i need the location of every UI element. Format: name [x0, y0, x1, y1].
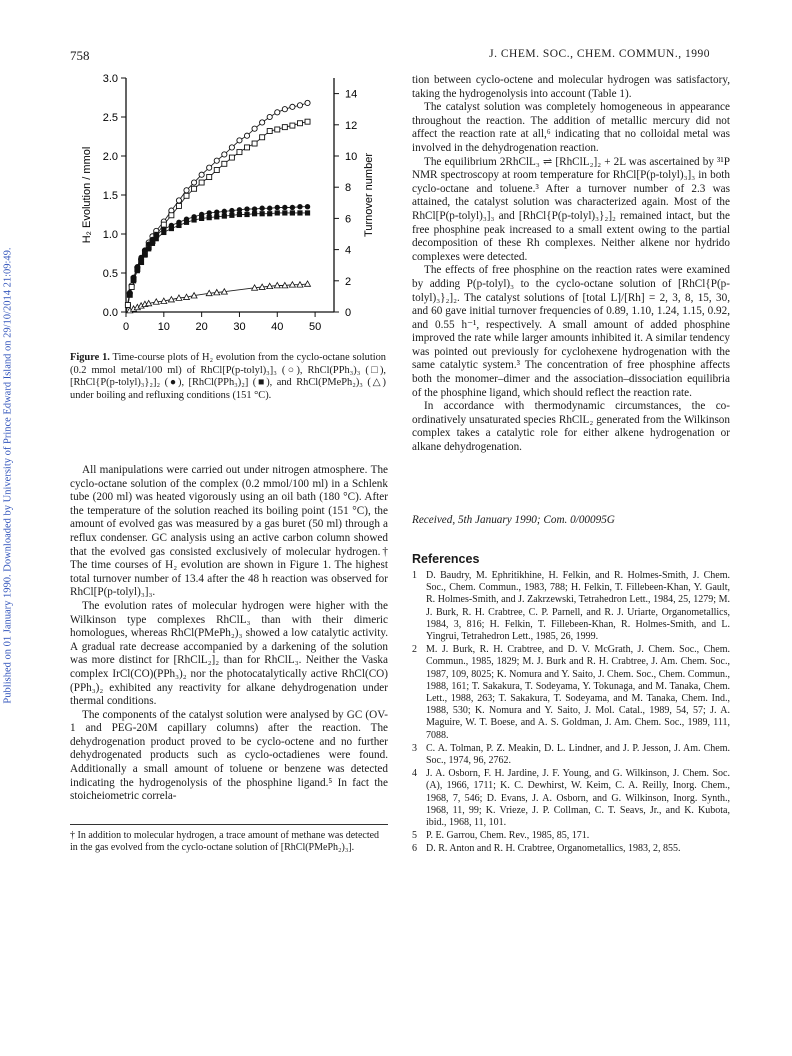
x-tick-label: 30 [233, 321, 246, 333]
data-point-open-square [199, 180, 204, 185]
data-point-filled-circle [305, 204, 310, 209]
right-paragraph-2: The catalyst solution was completely homogeneous in appearance throughout the reaction. The addition of metallic mercury did not affect the reaction rate at all,⁶ indicating that no colloidal metal was involved in the dehydrogenation reaction. [412, 101, 730, 154]
data-point-open-square [305, 119, 310, 124]
data-point-open-square [267, 129, 272, 134]
data-point-open-circle [176, 198, 181, 203]
data-point-filled-square [191, 217, 196, 222]
data-point-open-circle [282, 107, 287, 112]
received-line: Received, 5th January 1990; Com. 0/00095G [412, 514, 615, 526]
data-point-filled-square [169, 226, 174, 231]
references-heading: References [412, 552, 480, 566]
x-tick-label: 10 [157, 321, 170, 333]
data-point-open-square [229, 155, 234, 160]
data-point-filled-square [244, 212, 249, 217]
data-point-filled-circle [222, 209, 227, 214]
data-point-filled-square [222, 213, 227, 218]
left-paragraph-3: The components of the catalyst solution were analysed by GC (OV-1 and PEG-20M capillary columns) after the reaction. The dehydrogenation product proved to be cyclo-octene and no further dehydrogenated products such as cyclo-octadienes were found. Additionally a small amount of toluene or benzene was detected indicating the hydrogenolysis of the phosphine ligand.⁵ In fact the stoicheiometric correla- [70, 708, 388, 803]
y-right-tick-label: 10 [345, 151, 358, 163]
data-point-filled-square [237, 212, 242, 217]
references-list [412, 570, 730, 857]
data-point-filled-circle [244, 206, 249, 211]
right-paragraph-3: The equilibrium 2RhClL₃ ⇌ [RhClL₂]₂ + 2L was ascertained by ³¹P NMR spectroscopy at room temperature for RhCl[P(p-tolyl)₃]₃ in both cyclo-octane and toluene.³ After a turnover number of 2.3 was attained, the catalyst solution was characterized again. Most of the RhCl[P(p-tolyl)₃]₃ and [RhCl{P(p-tolyl)₃}₂]₂ remained intact, but the free phosphine peak increased to a small extent owing to the partial decomposition of these Rh complexes. Neither alkene nor hydrido complexes were detected. [412, 155, 730, 263]
data-point-filled-square [184, 220, 189, 225]
data-point-filled-square [207, 215, 212, 220]
data-point-open-square [290, 123, 295, 128]
data-point-open-circle [199, 172, 204, 177]
x-tick-label: 20 [195, 321, 208, 333]
data-point-open-circle [267, 114, 272, 119]
y-tick-label: 1.5 [102, 190, 118, 202]
right-column [412, 74, 730, 455]
data-point-open-square [282, 125, 287, 130]
publication-sidebar-note[interactable]: Published on 01 January 1990. Downloaded by University of Prince Edward Island on 29/10/2014 21:09:49. [2, 247, 14, 704]
data-point-filled-square [305, 210, 310, 215]
data-point-filled-circle [259, 206, 264, 211]
data-point-open-square [161, 222, 166, 227]
data-point-open-circle [229, 145, 234, 150]
data-point-filled-square [214, 214, 219, 219]
data-point-open-circle [222, 152, 227, 157]
data-point-open-square [237, 150, 242, 155]
figure-caption [70, 352, 386, 402]
data-point-filled-square [176, 223, 181, 228]
data-point-filled-circle [297, 204, 302, 209]
x-axis-label [221, 345, 239, 346]
data-point-filled-square [135, 268, 140, 273]
figure-1-chart [76, 66, 386, 346]
data-point-filled-square [290, 210, 295, 215]
data-point-filled-circle [290, 205, 295, 210]
data-point-open-circle [214, 158, 219, 163]
data-point-open-square [275, 127, 280, 132]
data-point-filled-square [146, 246, 151, 251]
data-point-open-circle [244, 133, 249, 138]
data-point-filled-square [282, 210, 287, 215]
data-point-filled-circle [214, 209, 219, 214]
data-point-open-circle [191, 180, 196, 185]
y-axis-label: H₂ Evolution / mmol [81, 146, 93, 244]
running-header: J. CHEM. SOC., CHEM. COMMUN., 1990 [489, 48, 710, 60]
data-point-filled-square [260, 211, 265, 216]
y-tick-label: 1.0 [102, 229, 118, 241]
data-point-filled-square [142, 252, 147, 257]
left-paragraph-1: All manipulations were carried out under nitrogen atmosphere. The cyclo-octane solution of the complex (0.2 mmol/100 ml) in a Schlenk tube (200 ml) was heated vigorously using an oil bath (180 °C). After the temperature of the solution reached its boiling point (151 °C), the amount of evolved gas was measured by a gas buret (50 ml) through a reflux condenser. GC analysis using an active carbon column showed that the evolved gas consisted exclusively of molecular hydrogen.† The time courses of H₂ evolution are shown in Figure 1. The highest total turnover number of 13.4 after the 48 h reaction was observed for RhCl[P(p-tolyl)₃]₃. [70, 464, 388, 599]
y-right-tick-label: 6 [345, 213, 352, 226]
figure-caption-text: Time-course plots of H₂ evolution from the cyclo-octane solution (0.2 mmol metal/100 ml) of RhCl[P(p-tolyl)₃]₃ (○), RhCl(PPh₃)₃ (□), [RhCl{P(p-tolyl)₃}₂]₂ (●), [RhCl(PPh₃)₂] (■), and RhCl(PMePh₂)₃ (△) under boiling and refluxing conditions (151 °C). [70, 352, 386, 401]
data-point-open-square [125, 302, 130, 307]
right-paragraph-4: The effects of free phosphine on the reaction rates were examined by adding P(p-tolyl)₃ to the cyclo-octane solution of [RhCl{P(p-tolyl)₃}₂]₂. The catalyst solutions of [total L]/[Rh] = 2, 3, 8, 15, 30, and 60 gave initial turnover frequencies of 0.89, 1.10, 1.24, 1.15, 0.92, and 0.55 h⁻¹, respectively. A small amount of added phosphine improved the rate while larger amounts inhibited it. A similar tendency was pointed out previously for cyclohexene hydrogenation with the same catalytic system.³ The concentration of free phosphine affects both the monomer–dimer and the association–dissociation equilibria of the phosphine ligand, which should reflect the reaction rate. [412, 264, 730, 399]
footnote-rule [70, 824, 388, 825]
data-point-open-square [176, 203, 181, 208]
data-point-filled-square [267, 211, 272, 216]
y-tick-label: 2.5 [102, 112, 118, 124]
data-point-open-circle [237, 138, 242, 143]
data-point-filled-square [150, 241, 155, 246]
data-point-filled-circle [252, 206, 257, 211]
data-point-open-circle [184, 188, 189, 193]
data-point-filled-circle [282, 205, 287, 210]
right-paragraph-1: tion between cyclo-octene and molecular hydrogen was satisfactory, taking the hydrogenolysis into account (Table 1). [412, 74, 730, 100]
data-point-open-square [297, 121, 302, 126]
data-point-open-triangle [305, 281, 311, 286]
x-tick-label: 40 [271, 321, 284, 333]
data-point-open-square [184, 193, 189, 198]
data-point-open-circle [252, 126, 257, 131]
data-point-open-square [245, 145, 250, 150]
right-paragraph-5: In accordance with thermodynamic circumstances, the co-ordinatively unsaturated species RhClL₂ generated from the Wilkinson complex takes a catalytic role for either alkene hydrogenation or alkane dehydrogenation. [412, 400, 730, 454]
data-point-filled-square [127, 292, 132, 297]
x-tick-label: 50 [308, 321, 322, 333]
data-point-filled-circle [267, 206, 272, 211]
reference-item: 4 J. A. Osborn, F. H. Jardine, J. F. Young, and G. Wilkinson, J. Chem. Soc. (A), 1966, 1711; K. C. Dewhirst, W. Keim, C. A. Reilly, Inorg. Chem., 1968, 7, 546; D. Evans, J. A. Osborn, and G. Wilkinson, Inorg. Synth., 1968, 11, 99; K. Vrieze, J. P. Collman, C. T. Seavs, Jr., and K. Kubota, ibid., 1968, 11, 101. [412, 768, 730, 829]
y-right-tick-label: 12 [345, 119, 358, 132]
data-point-filled-square [229, 213, 234, 218]
data-point-open-square [214, 168, 219, 173]
y-right-tick-label: 0 [345, 307, 352, 319]
data-point-filled-square [154, 236, 159, 241]
y-tick-label: 0.5 [102, 268, 118, 280]
data-point-filled-circle [237, 207, 242, 212]
reference-item: 3 C. A. Tolman, P. Z. Meakin, D. L. Lindner, and J. P. Jesson, J. Am. Chem. Soc., 1974, 96, 2762. [412, 742, 730, 767]
figure-caption-label: Figure 1. [70, 352, 110, 363]
reference-item: 5 P. E. Garrou, Chem. Rev., 1985, 85, 171. [412, 830, 590, 842]
data-point-open-circle [275, 110, 280, 115]
data-point-open-square [222, 161, 227, 166]
data-point-open-square [129, 285, 134, 290]
left-column [70, 464, 388, 804]
data-point-filled-circle [229, 208, 234, 213]
y-tick-label: 0.0 [102, 307, 118, 319]
data-point-filled-square [275, 210, 280, 215]
data-point-open-circle [297, 103, 302, 108]
data-point-filled-square [139, 259, 144, 264]
y-right-axis-label: Turnover number [363, 153, 375, 237]
data-point-open-circle [305, 100, 310, 105]
y-tick-label: 2.0 [102, 151, 118, 163]
left-paragraph-2: The evolution rates of molecular hydrogen were higher with the Wilkinson type complexes RhClL₃ than with their dimeric homologues, whereas RhCl(PMePh₂)₃ showed a low catalytic activity. A gradual rate decrease accompanied by a darkening of the solution was more distinct for [RhClL₂]₂ than for RhClL₃. Neither the Vaska complex IrCl(CO)(PPh₃)₂ nor the photocatalytically active RhCl(CO)(PPh₃)₂ exhibited any reactivity for alkane dehydrogenation under thermal conditions. [70, 599, 388, 708]
page-number: 758 [70, 48, 90, 63]
data-point-filled-square [297, 210, 302, 215]
data-point-open-square [252, 141, 257, 146]
data-point-filled-square [199, 216, 204, 221]
data-point-filled-square [131, 278, 136, 283]
data-point-filled-circle [275, 205, 280, 210]
data-point-open-square [260, 135, 265, 140]
footnote: † In addition to molecular hydrogen, a trace amount of methane was detected in the gas evolved from the cyclo-octane solution of [RhCl(PMePh₂)₃]. [70, 830, 380, 854]
y-right-tick-label: 4 [345, 244, 352, 257]
x-tick-label: 0 [122, 321, 130, 333]
data-point-open-square [207, 175, 212, 180]
data-point-open-circle [260, 120, 265, 125]
data-point-open-square [169, 213, 174, 218]
data-point-open-circle [290, 104, 295, 109]
data-point-open-circle [207, 165, 212, 170]
data-point-filled-square [252, 211, 257, 216]
y-right-tick-label: 2 [345, 275, 352, 288]
y-tick-label: 3.0 [102, 73, 118, 85]
series-fit-line [126, 213, 308, 312]
series-fit-line [126, 207, 308, 312]
data-point-open-square [192, 186, 197, 191]
reference-item: 6 D. R. Anton and R. H. Crabtree, Organometallics, 1983, 2, 855. [412, 843, 681, 855]
data-point-filled-circle [207, 210, 212, 215]
y-right-tick-label: 8 [345, 182, 352, 195]
reference-item: 2 M. J. Burk, R. H. Crabtree, and D. V. McGrath, J. Chem. Soc., Chem. Commun., 1985, 1829; M. J. Burk and R. H. Crabtree, J. Am. Chem. Soc., 1987, 109, 8025; K. Nomura and Y. Saito, J. Chem. Soc., Chem. Commun., 1988, 161; T. Sakakura, T. Sodeyama, Y. Tokunaga, and M. Tanaka, Chem. Lett., 1988, 263; T. Sakakura, T. Sodeyama, and M. Tanaka, Chem. Ind., 1988, 530; K. Nomura and Y. Saito, J. Mol. Catal., 1989, 54, 57; J. A. Maguire, W. T. Boese, and A. S. Goldman, J. Am. Chem. Soc., 1989, 111, 7088. [412, 644, 730, 741]
reference-item: 1 D. Baudry, M. Ephritikhine, H. Felkin, and R. Holmes-Smith, J. Chem. Soc., Chem. Commun., 1983, 788; H. Felkin, T. Fillebeen-Khan, Y. Gault, R. Holmes-Smith, and J. Zakrzewski, Tetrahedron Lett., 1984, 25, 1279; M. J. Burk, R. H. Crabtree, C. P. Parnell, and R. J. Uriarte, Organometallics, 1984, 3, 816; H. Felkin, T. Fillebeen-Khan, R. Holmes-Smith, and L. Yingrui, Tetrahedron Lett., 1985, 26, 1999. [412, 570, 730, 643]
data-point-filled-square [161, 230, 166, 235]
y-right-tick-label: 14 [345, 88, 358, 101]
